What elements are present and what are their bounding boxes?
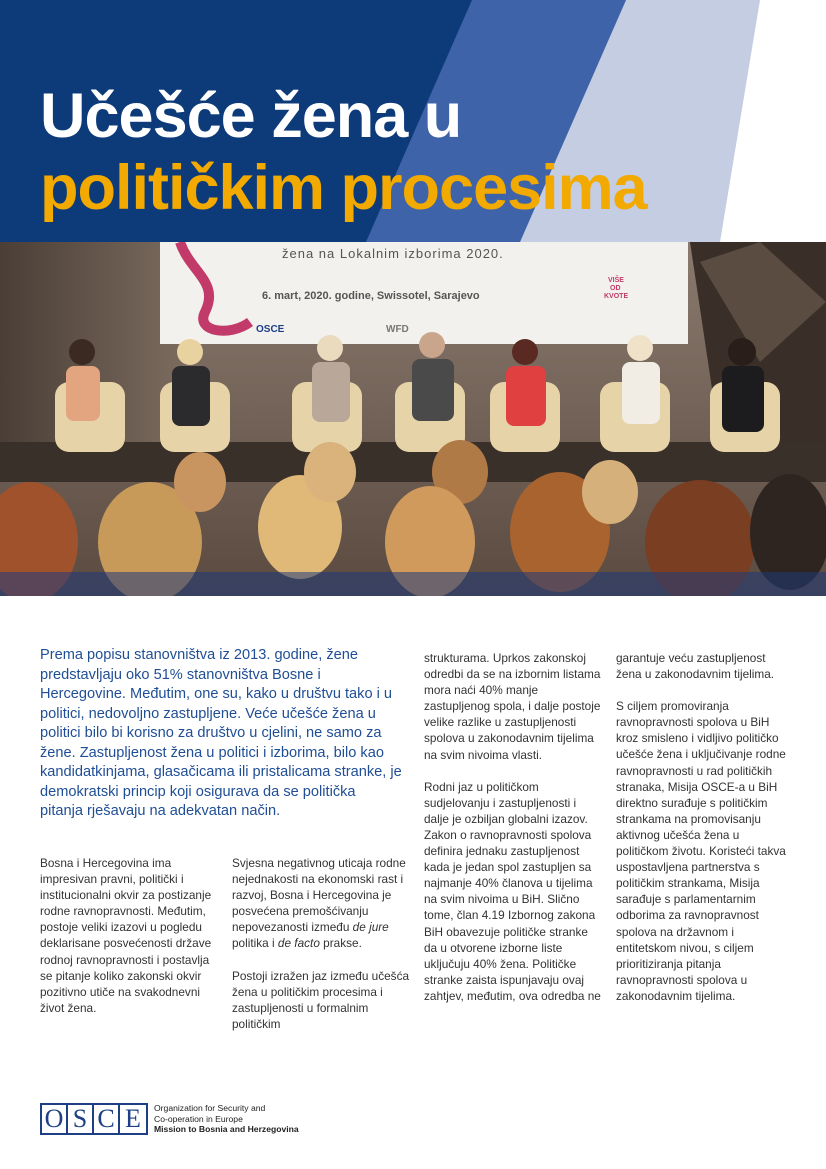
col3-paragraph-2: Rodni jaz u političkom sudjelovanju i zastupljenosti i dalje je ozbiljan globalni izazov. Zakon o ravnopravnosti spolova definira jednaku zastupljenost kada je jedan spol zastupljen sa najmanje 40% članova u tijelima na svim nivoima u BiH. Slično tome, član 4.19 Izbornog zakona BiH obavezuje političke stranke da u otvorene izborne liste uključuju 40% žena. Političke stranke zaista ispunjavaju ovaj zahtjev, međutim, ova odredba ne [424,779,601,1003]
logo-letter-c: C [94,1105,120,1133]
photo-illustration [0,242,826,596]
osce-logo-mark [40,1103,148,1135]
screen-badge-1: VIŠE [608,277,624,284]
col3-paragraph-1: strukturama. Uprkos zakonskoj odredbi da se na izbornim listama mora naći 40% manje zastupljenog spola, i dalje postoje velike razlike u zastupljenosti spolova u zakonodavnim tijelima na svim nivoima vlasti. [424,651,601,762]
col4-paragraph-1: garantuje veću zastupljenost žena u zakonodavnim tijelima. [616,651,775,682]
col1-paragraph-1: Bosna i Hercegovina ima impresivan pravni, politički i institucionalni okvir za postizanje rodne ravnopravnosti. Međutim, postoje veliki izazovi u pogledu deklarisane posvećenosti države rodnoj ravnopravnosti i postavlja se pitanje koliko zakonski okvir pozitivno utiče na svakodnevni život žena. [40,856,212,1015]
org-line-1: Organization for Security and [154,1103,266,1114]
col2-paragraph-2: Postoji izražen jaz između učešća žena u političkim procesima i zastupljenosti u formalnim političkim [232,968,410,1031]
title-line-2: političkim procesima [40,153,647,223]
col2-paragraph-1 [232,855,412,952]
event-photo [0,242,826,596]
col2-p1-text-c: prakse. [319,936,362,951]
text-column-3 [424,650,604,1020]
screen-line-1: žena na Lokalnim izborima 2020. [282,246,504,261]
org-line-2: Co-operation in Europe [154,1113,243,1124]
col2-p1-text-a: Svjesna negativnog uticaja rodne nejednakosti na ekonomski rast i razvoj, Bosna i Hercegovina je posvećena premošćivanju nepovezanosti između [232,856,406,935]
col2-p1-em-de-facto: de facto [277,936,320,951]
logo-letter-s: S [68,1105,94,1133]
col2-p1-em-de-jure: de jure [352,920,389,935]
osce-logo-text [154,1103,299,1135]
title-line-1: Učešće žena u [40,81,462,151]
intro-paragraph: Prema popisu stanovništva iz 2013. godine, žene predstavljaju oko 51% stanovništva Bosne i Hercegovine. Međutim, one su, kako u društvu tako i u politici, nedovoljno zastupljene. Veće učešće žena u politici bilo bi korisno za društvo u cjelini, ne samo za žene. Zastupljenost žena u politici i izborima, bilo kao kandidatkinjama, glasačicama ili pristalicama stranke, je demokratski princip koji osigurava da se politička pitanja rješavaju na adekvatan način. [40,647,402,819]
osce-logo [40,1103,299,1135]
screen-badge-3: KVOTE [604,293,629,300]
text-column-1 [40,855,220,1032]
org-line-3: Mission to Bosnia and Herzegovina [154,1124,299,1135]
screen-logo-wfd: WFD [386,324,409,335]
col2-p1-text-b: politika i [232,936,278,951]
page-title [40,80,647,224]
screen-badge-2: OD [610,285,621,292]
logo-letter-o: O [42,1105,68,1133]
screen-logo-osce: OSCE [256,324,285,335]
text-column-2 [232,855,412,1048]
header-banner [0,0,826,242]
screen-line-2: 6. mart, 2020. godine, Swissotel, Sarajevo [262,290,480,302]
logo-letter-e: E [125,1104,141,1133]
col4-paragraph-2: S ciljem promoviranja ravnopravnosti spolova u BiH kroz smisleno i vidljivo političko učešće žena i uključivanje rodne ravnopravnosti u rad političkih stranaka, Misija OSCE-a u BiH direktno surađuje s političkim strankama na promovisanju aktivnog učešća žena u političkom životu. Koristeći takva uspostavljena partnerstva s političkim strankama, Misija sarađuje s parlamentarnim odborima za ravnopravnost spolova na državnom i entitetskom nivou, s ciljem prioritiziranja pitanja ravnopravnosti spolova u zakonodavnim tijelima. [616,699,786,1003]
text-column-4 [616,650,792,1020]
